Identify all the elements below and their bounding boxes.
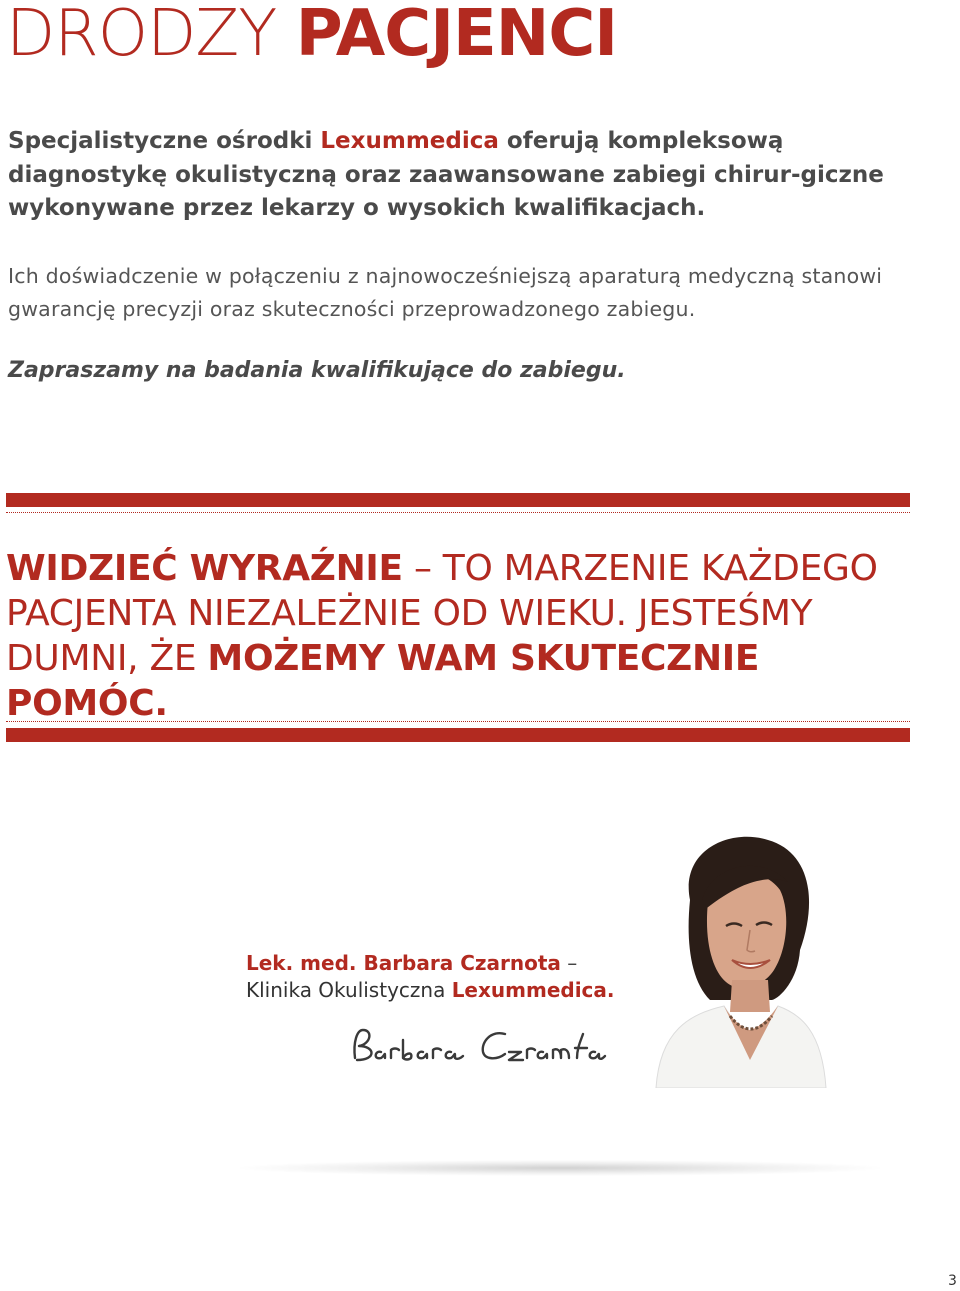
- clinic-brand: Lexummedica.: [451, 978, 615, 1002]
- intro-paragraph: [8, 125, 908, 226]
- top-dotted-line: [6, 512, 910, 513]
- clinic-prefix: Klinika Okulistyczna: [246, 978, 452, 1002]
- quote-bold-end: MOŻEMY WAM SKUTECZNIE POMÓC.: [6, 638, 760, 724]
- doctor-clinic-line: [246, 977, 615, 1004]
- bottom-dotted-line: [6, 721, 910, 722]
- photo-shadow: [240, 1160, 880, 1176]
- intro-text-start: Specjalistyczne ośrodki: [8, 128, 321, 154]
- body-paragraph: Ich doświadczenie w połączeniu z najnowocześniejszą aparaturą medyczną stanowi gwarancję precyzji oraz skuteczności przeprowadzonego zabiegu.: [8, 264, 883, 321]
- handwritten-signature: [345, 1018, 607, 1074]
- title-bold: PACJENCI: [295, 0, 618, 71]
- intro-text-end: oferują kompleksową diagnostykę okulistyczną oraz zaawansowane zabiegi chirur-giczne wykonywane przez lekarzy o wysokich kwalifikacjach.: [8, 128, 884, 221]
- quote-body: – TO MARZENIE KAŻDEGO PACJENTA NIEZALEŻNIE OD WIEKU. JESTEŚMY DUMNI, ŻE: [6, 548, 878, 679]
- top-divider-bar: [6, 493, 910, 507]
- page-number: 3: [948, 1273, 957, 1289]
- title-light: DRODZY: [6, 0, 296, 71]
- brand-name: Lexummedica: [320, 128, 499, 154]
- doctor-name: Lek. med. Barbara Czarnota: [246, 951, 561, 975]
- bottom-divider-bar: [6, 728, 910, 742]
- page-title: [6, 0, 617, 72]
- doctor-photo: [650, 830, 830, 1088]
- quote-block: [6, 546, 926, 726]
- doctor-name-dash: –: [560, 951, 578, 975]
- quote-bold-lead: WIDZIEĆ WYRAŹNIE: [6, 548, 403, 589]
- doctor-name-line: [246, 950, 577, 977]
- invitation-text: Zapraszamy na badania kwalifikujące do zabiegu.: [8, 358, 626, 383]
